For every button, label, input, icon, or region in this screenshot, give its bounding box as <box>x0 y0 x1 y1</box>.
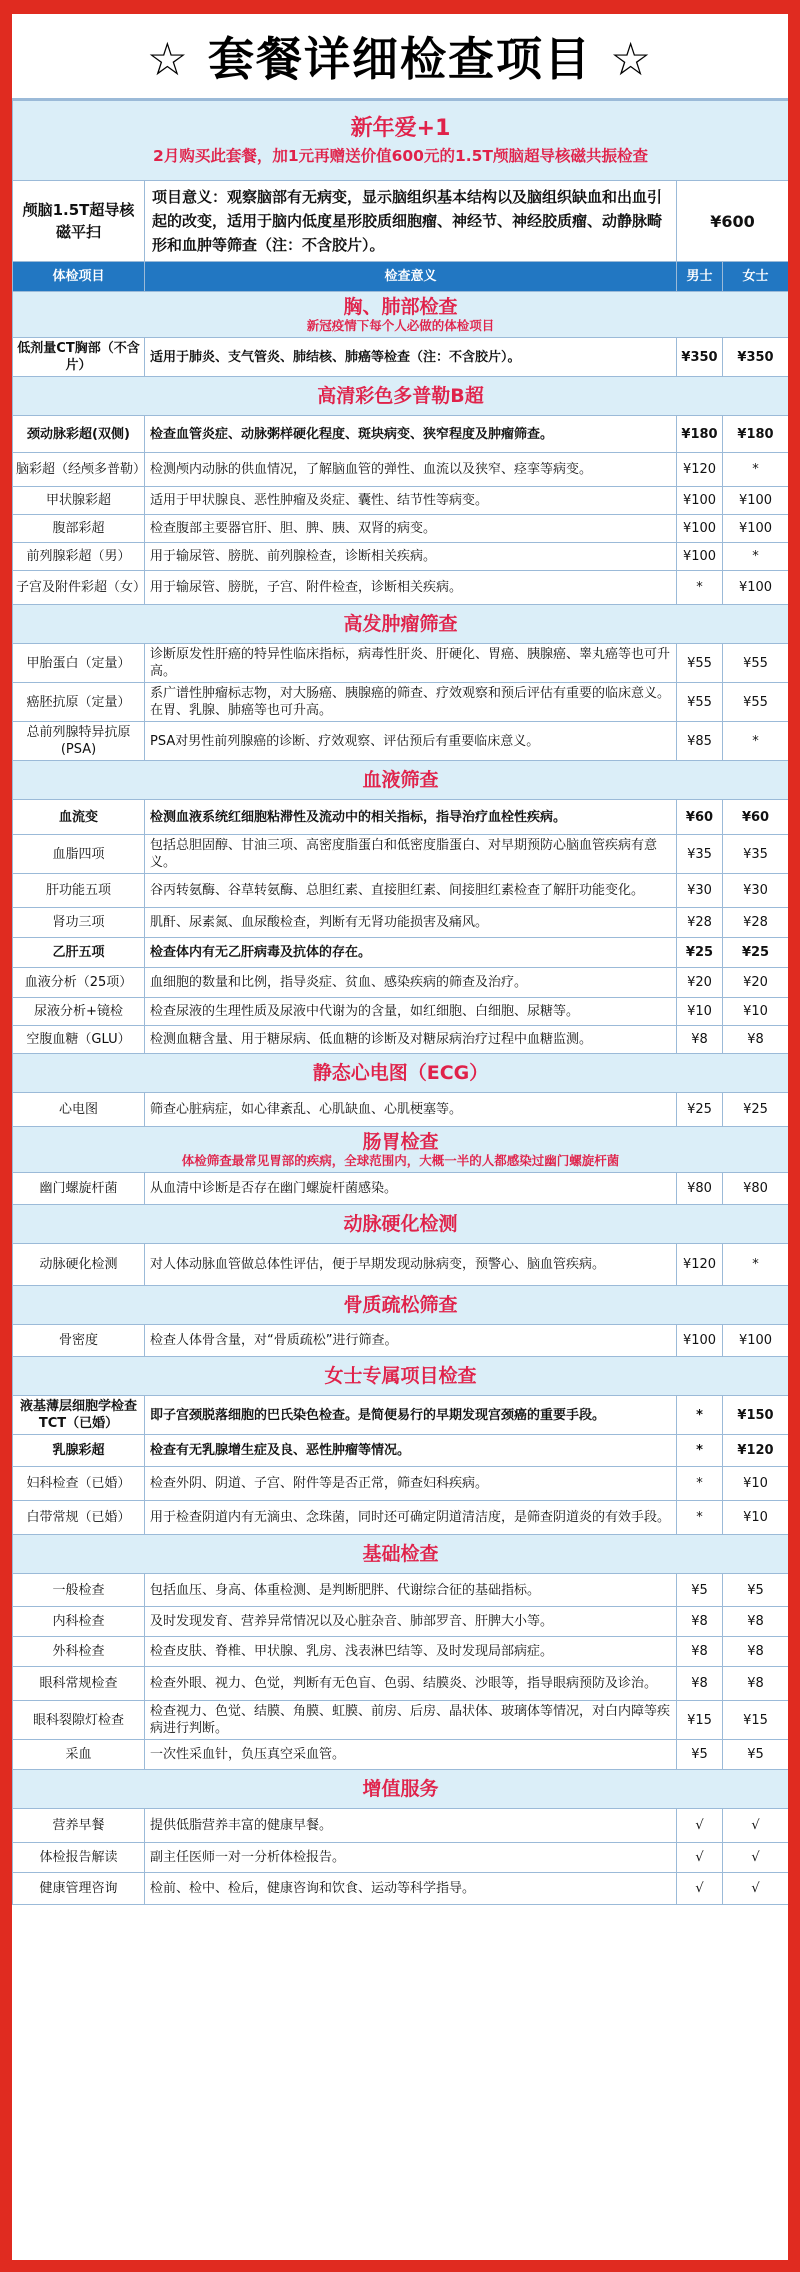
promo-row <box>13 101 789 181</box>
male-price: ¥100 <box>677 543 723 571</box>
table-row <box>13 1809 789 1843</box>
header-meaning: 检查意义 <box>145 262 677 292</box>
item-name: 肝功能五项 <box>13 874 145 908</box>
female-price: ¥120 <box>723 1435 789 1467</box>
female-price: * <box>723 453 789 487</box>
female-price: ¥55 <box>723 683 789 722</box>
male-price: * <box>677 1501 723 1535</box>
item-name: 骨密度 <box>13 1325 145 1357</box>
male-price: ¥10 <box>677 998 723 1026</box>
table-row <box>13 835 789 874</box>
section-title: 高发肿瘤筛查 <box>343 613 458 635</box>
section-header <box>13 1205 789 1244</box>
table-row <box>13 644 789 683</box>
header-male: 男士 <box>677 262 723 292</box>
item-description: 肌酐、尿素氮、血尿酸检查，判断有无肾功能损害及痛风。 <box>145 908 677 938</box>
section-header-row <box>13 1054 789 1093</box>
section-header-row <box>13 605 789 644</box>
section-subtitle: 体检筛查最常见胃部的疾病，全球范围内，大概一半的人都感染过幽门螺旋杆菌 <box>181 1152 620 1168</box>
item-name: 空腹血糖（GLU） <box>13 1026 145 1054</box>
item-description: 从血清中诊断是否存在幽门螺旋杆菌感染。 <box>145 1173 677 1205</box>
table-row <box>13 1173 789 1205</box>
female-price: ¥25 <box>723 1093 789 1127</box>
section-header-row <box>13 1205 789 1244</box>
item-name: 眼科常规检查 <box>13 1667 145 1701</box>
female-price: ¥150 <box>723 1396 789 1435</box>
item-name: 眼科裂隙灯检查 <box>13 1701 145 1740</box>
female-price: ¥35 <box>723 835 789 874</box>
item-name: 体检报告解读 <box>13 1843 145 1873</box>
table-row <box>13 722 789 761</box>
female-price: ¥28 <box>723 908 789 938</box>
item-name: 腹部彩超 <box>13 515 145 543</box>
section-header <box>13 1054 789 1093</box>
promo-subtitle: 2月购买此套餐，加1元再赠送价值600元的1.5T颅脑超导核磁共振检查 <box>153 146 648 165</box>
item-description: 包括总胆固醇、甘油三项、高密度脂蛋白和低密度脂蛋白、对早期预防心脑血管疾病有意义。 <box>145 835 677 874</box>
table-row <box>13 1701 789 1740</box>
section-header <box>13 761 789 800</box>
male-price: * <box>677 1435 723 1467</box>
item-name: 尿液分析+镜检 <box>13 998 145 1026</box>
female-price: ¥15 <box>723 1701 789 1740</box>
male-price: ¥30 <box>677 874 723 908</box>
item-name: 颈动脉彩超(双侧) <box>13 416 145 453</box>
item-description: 检查视力、色觉、结膜、角膜、虹膜、前房、后房、晶状体、玻璃体等情况，对白内障等疾病进行判断。 <box>145 1701 677 1740</box>
female-price: ¥350 <box>723 338 789 377</box>
table-row <box>13 1435 789 1467</box>
item-name: 妇科检查（已婚） <box>13 1467 145 1501</box>
female-price: ¥20 <box>723 968 789 998</box>
table-row <box>13 1467 789 1501</box>
item-name: 幽门螺旋杆菌 <box>13 1173 145 1205</box>
female-price: ¥8 <box>723 1667 789 1701</box>
item-description: 血细胞的数量和比例，指导炎症、贫血、感染疾病的筛查及治疗。 <box>145 968 677 998</box>
table-row <box>13 683 789 722</box>
item-name: 心电图 <box>13 1093 145 1127</box>
header-female: 女士 <box>723 262 789 292</box>
male-price: ¥20 <box>677 968 723 998</box>
table-row <box>13 543 789 571</box>
item-name: 子宫及附件彩超（女） <box>13 571 145 605</box>
item-name: 血流变 <box>13 800 145 835</box>
female-price: ¥8 <box>723 1637 789 1667</box>
item-description: 检前、检中、检后，健康咨询和饮食、运动等科学指导。 <box>145 1873 677 1905</box>
table-row <box>13 571 789 605</box>
female-price: ¥25 <box>723 938 789 968</box>
item-name: 脑彩超（经颅多普勒） <box>13 453 145 487</box>
item-description: 提供低脂营养丰富的健康早餐。 <box>145 1809 677 1843</box>
male-price: * <box>677 1467 723 1501</box>
male-price: ¥35 <box>677 835 723 874</box>
item-description: 检测颅内动脉的供血情况，了解脑血管的弹性、血流以及狭窄、痉挛等病变。 <box>145 453 677 487</box>
item-name: 液基薄层细胞学检查TCT（已婚） <box>13 1396 145 1435</box>
item-name: 健康管理咨询 <box>13 1873 145 1905</box>
table-row <box>13 515 789 543</box>
section-title: 静态心电图（ECG） <box>312 1062 489 1084</box>
female-price: ¥5 <box>723 1740 789 1770</box>
section-title: 女士专属项目检查 <box>324 1365 477 1387</box>
item-description: 及时发现发育、营养异常情况以及心脏杂音、肺部罗音、肝脾大小等。 <box>145 1607 677 1637</box>
female-price: √ <box>723 1873 789 1905</box>
section-header-row <box>13 1770 789 1809</box>
female-price: ¥180 <box>723 416 789 453</box>
table-row <box>13 800 789 835</box>
table-row <box>13 1873 789 1905</box>
item-description: 适用于肺炎、支气管炎、肺结核、肺癌等检查（注：不含胶片）。 <box>145 338 677 377</box>
page-title: ☆ 套餐详细检查项目 ☆ <box>12 14 788 100</box>
male-price: ¥25 <box>677 938 723 968</box>
female-price: ¥80 <box>723 1173 789 1205</box>
item-name: 一般检查 <box>13 1574 145 1607</box>
item-name: 营养早餐 <box>13 1809 145 1843</box>
table-row <box>13 1843 789 1873</box>
section-header <box>13 292 789 338</box>
item-description: 副主任医师一对一分析体检报告。 <box>145 1843 677 1873</box>
item-description: 筛查心脏病症，如心律紊乱、心肌缺血、心肌梗塞等。 <box>145 1093 677 1127</box>
male-price: ¥8 <box>677 1637 723 1667</box>
item-name: 血脂四项 <box>13 835 145 874</box>
section-header <box>13 1535 789 1574</box>
table-row <box>13 1501 789 1535</box>
male-price: ¥100 <box>677 487 723 515</box>
male-price: ¥8 <box>677 1026 723 1054</box>
section-title: 动脉硬化检测 <box>343 1213 458 1235</box>
section-title: 血液筛查 <box>362 769 439 791</box>
table-row <box>13 1244 789 1286</box>
female-price: ¥100 <box>723 487 789 515</box>
female-price: ¥100 <box>723 571 789 605</box>
item-description: 检测血液系统红细胞粘滞性及流动中的相关指标，指导治疗血栓性疾病。 <box>145 800 677 835</box>
table-row <box>13 1325 789 1357</box>
item-description: 检测血糖含量、用于糖尿病、低血糖的诊断及对糖尿病治疗过程中血糖监测。 <box>145 1026 677 1054</box>
item-description: 谷丙转氨酶、谷草转氨酶、总胆红素、直接胆红素、间接胆红素检查了解肝功能变化。 <box>145 874 677 908</box>
item-description: 一次性采血针，负压真空采血管。 <box>145 1740 677 1770</box>
brain-mri-row <box>13 181 789 262</box>
section-title: 基础检查 <box>362 1543 439 1565</box>
section-header <box>13 1286 789 1325</box>
item-description: 检查血管炎症、动脉粥样硬化程度、斑块病变、狭窄程度及肿瘤筛查。 <box>145 416 677 453</box>
table-row <box>13 908 789 938</box>
female-price: * <box>723 1244 789 1286</box>
item-name: 白带常规（已婚） <box>13 1501 145 1535</box>
table-row <box>13 1637 789 1667</box>
male-price: √ <box>677 1809 723 1843</box>
male-price: ¥120 <box>677 453 723 487</box>
section-header-row <box>13 1286 789 1325</box>
male-price: ¥350 <box>677 338 723 377</box>
item-description: 包括血压、身高、体重检测、是判断肥胖、代谢综合征的基础指标。 <box>145 1574 677 1607</box>
item-description: 用于检查阴道内有无滴虫、念珠菌，同时还可确定阴道清洁度，是筛查阴道炎的有效手段。 <box>145 1501 677 1535</box>
section-header-row <box>13 292 789 338</box>
table-row <box>13 968 789 998</box>
table-row <box>13 416 789 453</box>
item-name: 甲状腺彩超 <box>13 487 145 515</box>
section-title: 高清彩色多普勒B超 <box>317 385 484 407</box>
male-price: ¥85 <box>677 722 723 761</box>
male-price: ¥25 <box>677 1093 723 1127</box>
female-price: ¥10 <box>723 1501 789 1535</box>
section-header-row <box>13 761 789 800</box>
item-name: 低剂量CT胸部（不含片） <box>13 338 145 377</box>
male-price: ¥100 <box>677 515 723 543</box>
male-price: * <box>677 571 723 605</box>
item-name: 血液分析（25项） <box>13 968 145 998</box>
item-description: 检查外眼、视力、色觉，判断有无色盲、色弱、结膜炎、沙眼等，指导眼病预防及诊治。 <box>145 1667 677 1701</box>
item-name: 癌胚抗原（定量） <box>13 683 145 722</box>
section-header-row <box>13 1535 789 1574</box>
table-row <box>13 487 789 515</box>
header-item: 体检项目 <box>13 262 145 292</box>
table-row <box>13 1574 789 1607</box>
item-description: 检查外阴、阴道、子宫、附件等是否正常，筛查妇科疾病。 <box>145 1467 677 1501</box>
table-row <box>13 1093 789 1127</box>
item-name: 内科检查 <box>13 1607 145 1637</box>
section-header-row <box>13 1357 789 1396</box>
male-price: * <box>677 1396 723 1435</box>
item-name: 乳腺彩超 <box>13 1435 145 1467</box>
table-row <box>13 1740 789 1770</box>
female-price: ¥60 <box>723 800 789 835</box>
table-row <box>13 338 789 377</box>
item-description: 即子宫颈脱落细胞的巴氏染色检查。是简便易行的早期发现宫颈癌的重要手段。 <box>145 1396 677 1435</box>
table-row <box>13 874 789 908</box>
female-price: ¥100 <box>723 1325 789 1357</box>
male-price: ¥8 <box>677 1667 723 1701</box>
item-description: 检查皮肤、脊椎、甲状腺、乳房、浅表淋巴结等、及时发现局部病症。 <box>145 1637 677 1667</box>
table-row <box>13 998 789 1026</box>
female-price: ¥10 <box>723 998 789 1026</box>
female-price: * <box>723 722 789 761</box>
male-price: ¥5 <box>677 1740 723 1770</box>
item-name: 采血 <box>13 1740 145 1770</box>
female-price: ¥100 <box>723 515 789 543</box>
table-row <box>13 1667 789 1701</box>
item-description: 适用于甲状腺良、恶性肿瘤及炎症、囊性、结节性等病变。 <box>145 487 677 515</box>
section-title: 胸、肺部检查 <box>343 295 458 318</box>
item-description: 用于输尿管、膀胱、前列腺检查，诊断相关疾病。 <box>145 543 677 571</box>
item-name: 乙肝五项 <box>13 938 145 968</box>
female-price: ¥30 <box>723 874 789 908</box>
female-price: ¥55 <box>723 644 789 683</box>
female-price: ¥10 <box>723 1467 789 1501</box>
section-title: 肠胃检查 <box>362 1130 439 1153</box>
item-description: 对人体动脉血管做总体性评估，便于早期发现动脉病变，预警心、脑血管疾病。 <box>145 1244 677 1286</box>
section-header <box>13 1357 789 1396</box>
male-price: √ <box>677 1873 723 1905</box>
brain-mri-price: ¥600 <box>677 181 789 262</box>
male-price: ¥5 <box>677 1574 723 1607</box>
male-price: ¥28 <box>677 908 723 938</box>
item-description: 系广谱性肿瘤标志物，对大肠癌、胰腺癌的筛查、疗效观察和预后评估有重要的临床意义。在胃、乳腺、肺癌等也可升高。 <box>145 683 677 722</box>
female-price: ¥8 <box>723 1607 789 1637</box>
section-header <box>13 1770 789 1809</box>
male-price: ¥60 <box>677 800 723 835</box>
female-price: ¥8 <box>723 1026 789 1054</box>
section-header-row <box>13 377 789 416</box>
section-header <box>13 1127 789 1173</box>
male-price: ¥180 <box>677 416 723 453</box>
item-description: 诊断原发性肝癌的特异性临床指标，病毒性肝炎、肝硬化、胃癌、胰腺癌、睾丸癌等也可升高。 <box>145 644 677 683</box>
section-subtitle: 新冠疫情下每个人必做的体检项目 <box>306 317 495 333</box>
brain-mri-desc: 项目意义：观察脑部有无病变，显示脑组织基本结构以及脑组织缺血和出血引起的改变，适用于脑内低度星形胶质细胞瘤、神经节、神经胶质瘤、动静脉畸形和血肿等筛查（注：不含胶片）。 <box>145 181 677 262</box>
table-row <box>13 1396 789 1435</box>
table-header-row <box>13 262 789 292</box>
female-price: ¥5 <box>723 1574 789 1607</box>
male-price: ¥80 <box>677 1173 723 1205</box>
section-header <box>13 377 789 416</box>
item-name: 动脉硬化检测 <box>13 1244 145 1286</box>
item-name: 肾功三项 <box>13 908 145 938</box>
item-name: 总前列腺特异抗原(PSA) <box>13 722 145 761</box>
male-price: ¥100 <box>677 1325 723 1357</box>
item-description: 检查体内有无乙肝病毒及抗体的存在。 <box>145 938 677 968</box>
male-price: √ <box>677 1843 723 1873</box>
male-price: ¥8 <box>677 1607 723 1637</box>
package-sheet <box>12 14 788 2260</box>
section-header-row <box>13 1127 789 1173</box>
section-header <box>13 605 789 644</box>
item-description: 用于输尿管、膀胱，子宫、附件检查，诊断相关疾病。 <box>145 571 677 605</box>
item-description: 检查腹部主要器官肝、胆、脾、胰、双肾的病变。 <box>145 515 677 543</box>
table-row <box>13 1026 789 1054</box>
item-description: 检查人体骨含量，对“骨质疏松”进行筛查。 <box>145 1325 677 1357</box>
table-row <box>13 938 789 968</box>
section-title: 增值服务 <box>362 1778 439 1800</box>
female-price: * <box>723 543 789 571</box>
items-table <box>12 100 788 1905</box>
item-description: 检查有无乳腺增生症及良、恶性肿瘤等情况。 <box>145 1435 677 1467</box>
female-price: √ <box>723 1809 789 1843</box>
item-name: 前列腺彩超（男） <box>13 543 145 571</box>
table-row <box>13 1607 789 1637</box>
male-price: ¥55 <box>677 644 723 683</box>
brain-mri-name: 颅脑1.5T超导核磁平扫 <box>13 181 145 262</box>
male-price: ¥15 <box>677 1701 723 1740</box>
table-row <box>13 453 789 487</box>
item-name: 外科检查 <box>13 1637 145 1667</box>
items-table-body <box>13 101 789 1905</box>
promo-title: 新年爱+1 <box>350 115 451 141</box>
female-price: √ <box>723 1843 789 1873</box>
male-price: ¥120 <box>677 1244 723 1286</box>
promo-cell <box>13 101 789 181</box>
item-name: 甲胎蛋白（定量） <box>13 644 145 683</box>
section-title: 骨质疏松筛查 <box>343 1294 458 1316</box>
male-price: ¥55 <box>677 683 723 722</box>
item-description: PSA对男性前列腺癌的诊断、疗效观察、评估预后有重要临床意义。 <box>145 722 677 761</box>
item-description: 检查尿液的生理性质及尿液中代谢为的含量，如红细胞、白细胞、尿糖等。 <box>145 998 677 1026</box>
